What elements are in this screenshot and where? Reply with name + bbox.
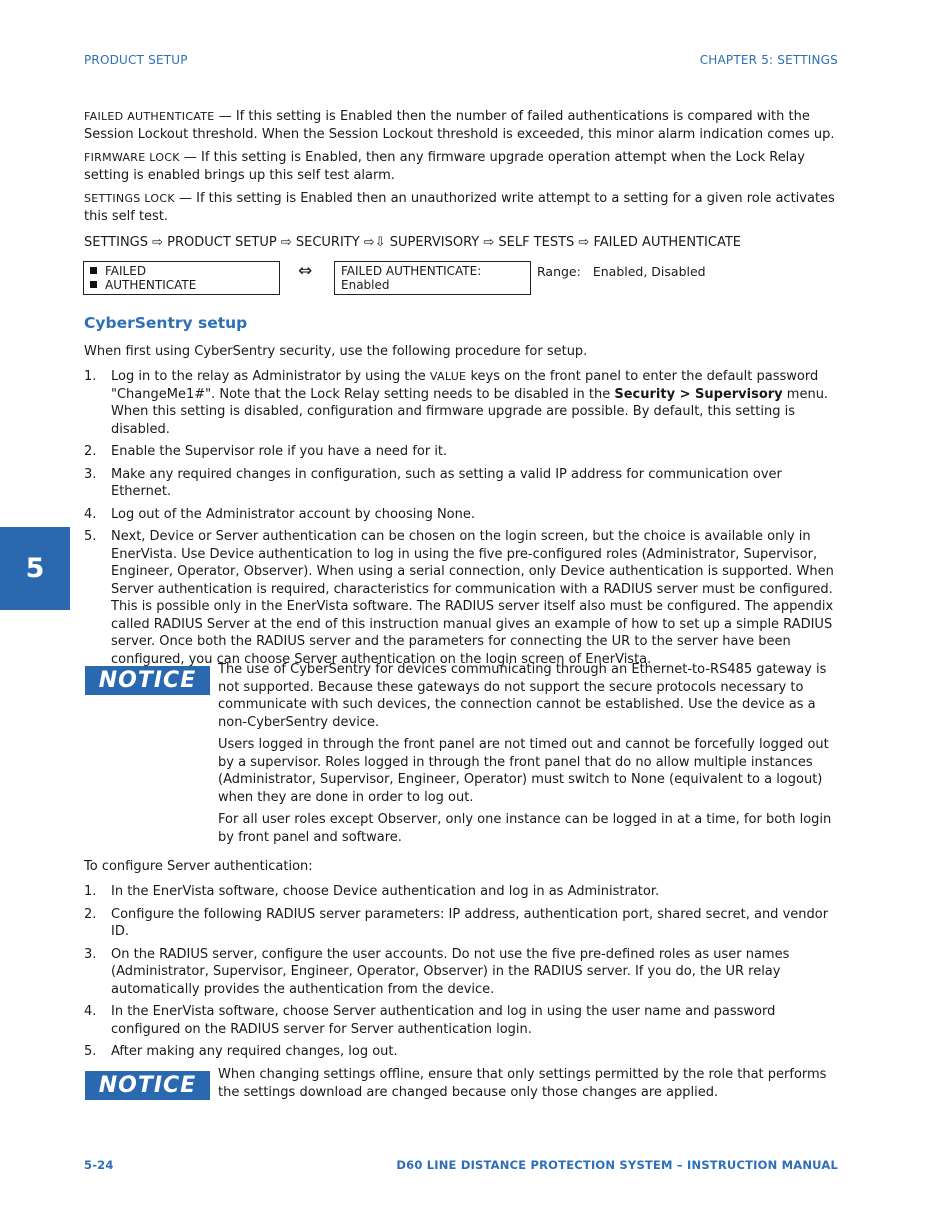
- list-item: 3. Make any required changes in configuration, such as setting a valid IP address for communication over Ethernet.: [84, 466, 782, 499]
- menu-path: SETTINGS ⇨ PRODUCT SETUP ⇨ SECURITY ⇨⇩ SUPERVISORY ⇨ SELF TESTS ⇨ FAILED AUTHENTICATE: [84, 235, 742, 250]
- manual-title: D60 LINE DISTANCE PROTECTION SYSTEM – INSTRUCTION MANUAL: [396, 1158, 838, 1172]
- section-title: CyberSentry setup: [84, 314, 248, 332]
- setting-menu-box: [83, 261, 280, 295]
- list-item: 1. In the EnerVista software, choose Device authentication and log in as Administrator.: [84, 884, 660, 899]
- list-item: 5. Next, Device or Server authentication can be chosen on the login screen, but the choice is available only in EnerVista. Use Device authentication to log in using the five pre-configured roles (Administrator, Supervisor, Engineer, Operator, Observer). When using a serial connection, only Device authentication is supported. When Server authentication is required, characteristics for communication with a RADIUS server must be configured. This is possible only in the EnerVista software. The RADIUS server itself also must be configured. The appendix called RADIUS Server at the end of this instruction manual gives an example of how to set up a simple RADIUS server. Once both the RADIUS server and the parameters for connecting the UR to the server have been configured, you can choose Server authentication on the login screen of EnerVista.: [84, 529, 834, 667]
- menu-line: FAILED: [90, 264, 279, 278]
- server-steps-list: [84, 883, 838, 1066]
- list-item: 5. After making any required changes, log out.: [84, 1044, 398, 1059]
- double-arrow-icon: ⇔: [298, 261, 313, 281]
- setup-intro: When first using CyberSentry security, use the following procedure for setup.: [84, 344, 588, 359]
- list-item: 2. Configure the following RADIUS server parameters: IP address, authentication port, shared secret, and vendor ID.: [84, 906, 829, 939]
- server-intro: To configure Server authentication:: [84, 859, 313, 874]
- list-item: 4. Log out of the Administrator account by choosing None.: [84, 506, 476, 522]
- notice-badge: NOTICE: [85, 1071, 210, 1100]
- settings-descriptions: [84, 108, 838, 225]
- running-header-chapter: CHAPTER 5: SETTINGS: [699, 53, 838, 67]
- desc-text: — If this setting is Enabled, then any firmware upgrade operation attempt when the Lock Relay setting is enabled brings up this self test alarm.: [84, 150, 805, 183]
- list-item: 3. On the RADIUS server, configure the user accounts. Do not use the five pre-defined roles as user names (Administrator, Supervisor, Engineer, Operator, Observer) in the RADIUS server. If you do, the UR relay automatically provides the authentication from the device.: [84, 946, 790, 997]
- setup-steps-list: [84, 368, 838, 673]
- setting-value-box: [334, 261, 531, 295]
- menu-line: AUTHENTICATE: [90, 278, 279, 292]
- desc-term: FAILED AUTHENTICATE: [84, 110, 215, 123]
- bullet-square-icon: [90, 267, 97, 274]
- notice-text: When changing settings offline, ensure that only settings permitted by the role that performs the settings download are changed because only those changes are applied.: [218, 1067, 827, 1100]
- bullet-square-icon: [90, 281, 97, 288]
- desc-failed-authenticate: [84, 108, 838, 143]
- chapter-tab: 5: [0, 527, 70, 610]
- desc-term: FIRMWARE LOCK: [84, 151, 180, 164]
- setting-value: Enabled: [341, 278, 390, 292]
- desc-term: SETTINGS LOCK: [84, 192, 175, 205]
- list-item: 4. In the EnerVista software, choose Server authentication and log in using the user name and password configured on the RADIUS server for Server authentication login.: [84, 1004, 776, 1037]
- running-header-section: PRODUCT SETUP: [84, 53, 188, 67]
- desc-settings-lock: [84, 190, 838, 225]
- list-item: 2. Enable the Supervisor role if you have a need for it.: [84, 444, 448, 459]
- notice-badge: NOTICE: [85, 666, 210, 695]
- desc-text: — If this setting is Enabled then an unauthorized write attempt to a setting for a given role activates this self test.: [84, 191, 835, 224]
- notice-text: The use of CyberSentry for devices communicating through an Ethernet-to-RS485 gateway is not supported. Because these gateways do not support the secure protocols necessary to communicate with such devices, the connection cannot be established. Use the device as a non-CyberSentry device. Users logged in through the front panel are not timed out and cannot be forcefully logged out by a supervisor. Roles logged in through the front panel that do no allow multiple instances (Administrator, Supervisor, Engineer, Operator) must switch to None (equivalent to a logout) when they are done in order to log out. For all user roles except Observer, only one instance can be logged in at a time, for both login by front panel and software.: [218, 662, 832, 845]
- desc-firmware-lock: [84, 149, 838, 184]
- setting-range: Range: Enabled, Disabled: [537, 264, 706, 279]
- desc-text: — If this setting is Enabled then the number of failed authentications is compared with the Session Lockout threshold. When the Session Lockout threshold is exceeded, this minor alarm indication comes up.: [84, 109, 835, 142]
- setting-name: FAILED AUTHENTICATE:: [341, 264, 482, 278]
- page-number: 5-24: [84, 1158, 114, 1172]
- list-item: 1. Log in to the relay as Administrator by using the VALUE keys on the front panel to enter the default password "ChangeMe1#". Note that the Lock Relay setting needs to be disabled in the Security > Supervisory menu. When this setting is disabled, configuration and firmware upgrade are possible. By default, this setting is disabled.: [84, 369, 829, 437]
